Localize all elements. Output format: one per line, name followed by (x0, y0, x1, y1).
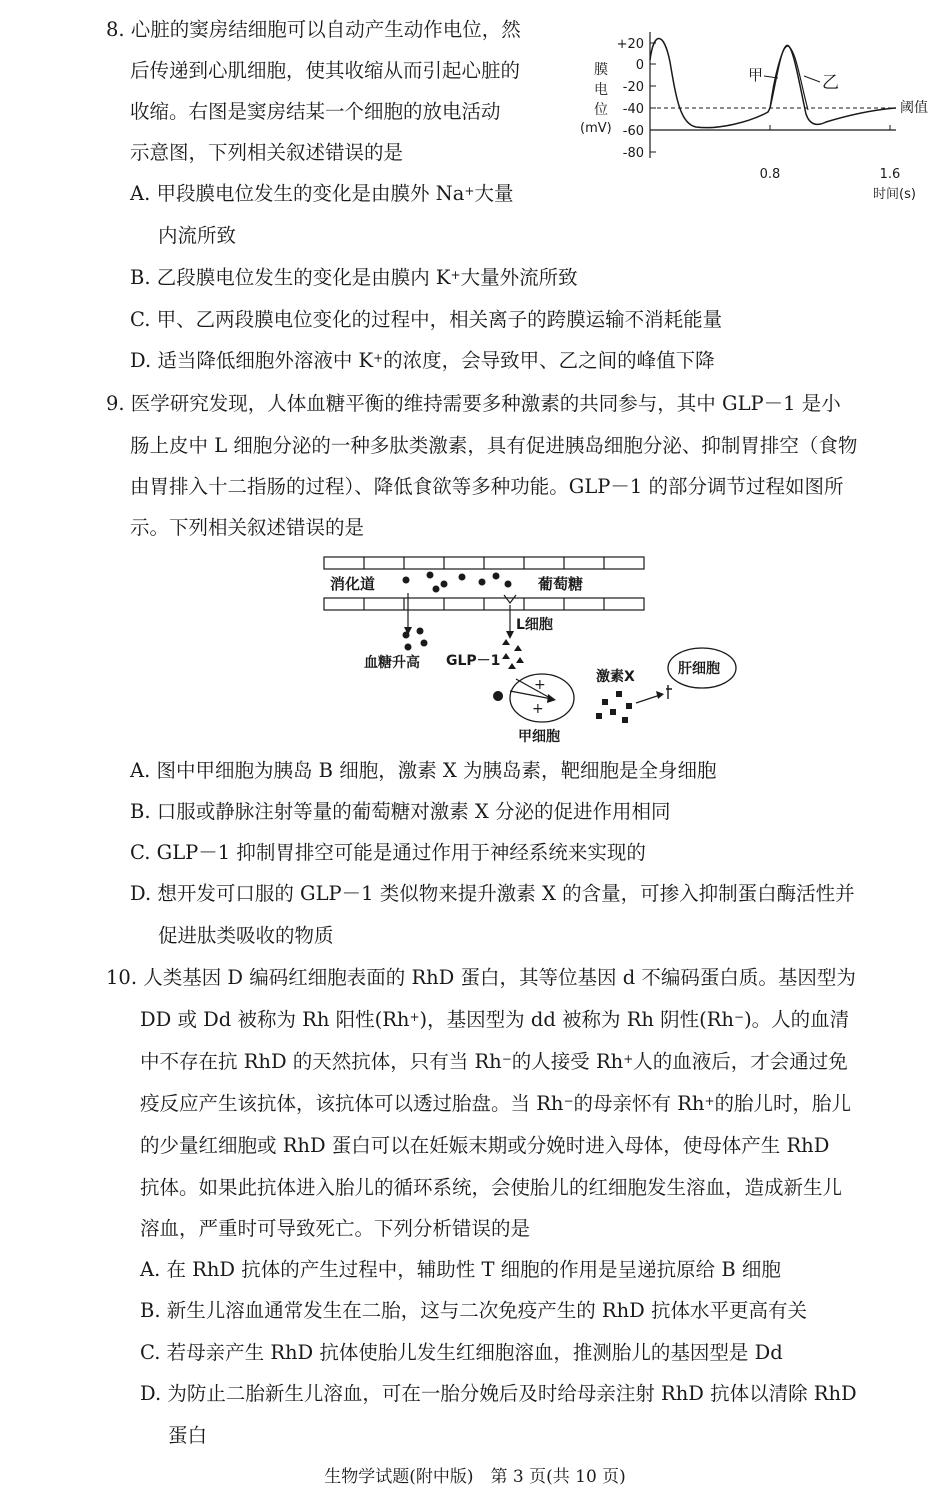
q10-option-a: A. 在 RhD 抗体的产生过程中，辅助性 T 细胞的作用是呈递抗原给 B 细胞 (140, 1258, 781, 1281)
graph-ylabel-char: 位 (594, 102, 608, 118)
arrowhead (547, 694, 556, 703)
q8-option-d-text: D. 适当降低细胞外溶液中 K (130, 349, 374, 372)
y-tick-label: -40 (622, 102, 644, 117)
q10-text: 的人接受 Rh (511, 1050, 624, 1073)
q9-option-b: B. 口服或静脉注射等量的葡萄糖对激素 X 分泌的促进作用相同 (130, 800, 671, 823)
q10-text: 的母亲怀有 Rh (573, 1092, 705, 1115)
q8-stem-line-3: 收缩。右图是窦房结某一个细胞的放电活动 (130, 100, 501, 123)
glp1-triangles (502, 639, 524, 669)
q9-option-a: A. 图中甲细胞为胰岛 B 细胞，激素 X 为胰岛素，靶细胞是全身细胞 (130, 759, 717, 782)
x-axis-label: 时间(s) (873, 187, 916, 202)
label-liver-cell: 肝细胞 (678, 661, 720, 677)
q10-stem-line-2 (140, 1007, 849, 1033)
q8-option-b-text: B. 乙段膜电位发生的变化是由膜内 K (130, 266, 451, 289)
y-tick-label: +20 (616, 37, 644, 52)
q10-text: )。人的血清 (744, 1008, 850, 1031)
label-glucose: 葡萄糖 (538, 575, 584, 593)
q9-stem-line-4: 示。下列相关叙述错误的是 (130, 516, 365, 539)
q8-option-a-text: A. 甲段膜电位发生的变化是由膜外 Na (130, 182, 465, 205)
q10-text: 的胎儿时，胎儿 (714, 1092, 852, 1115)
label-yi: 乙 (822, 73, 839, 93)
q8-option-c: C. 甲、乙两段膜电位变化的过程中，相关离子的跨膜运输不消耗能量 (130, 308, 723, 331)
x-tick-label: 1.6 (879, 167, 901, 182)
label-jia: 甲 (748, 66, 764, 84)
liver-receptor (666, 685, 672, 699)
receptor-left (493, 691, 503, 701)
q8-stem-line-1: 8. 心脏的窦房结细胞可以自动产生动作电位，然 (106, 18, 521, 41)
page-footer: 生物学试题(附中版) 第 3 页(共 10 页) (324, 1467, 626, 1487)
q10-stem-line-5: 的少量红细胞或 RhD 蛋白可以在妊娠末期或分娩时进入母体，使母体产生 RhD (140, 1134, 830, 1157)
q10-option-d: D. 为防止二胎新生儿溶血，可在一胎分娩后及时给母亲注射 RhD 抗体以清除 RhD (140, 1382, 857, 1405)
plus-sign: + (532, 701, 544, 717)
membrane-potential-graph (578, 22, 940, 207)
arrowhead (506, 631, 514, 639)
q9-option-d-continued: 促进肽类吸收的物质 (158, 924, 334, 947)
label-yi-pointer (804, 76, 820, 82)
label-threshold: 阈值 (900, 100, 928, 116)
q9-stem-line-1: 9. 医学研究发现，人体血糖平衡的维持需要多种激素的共同参与，其中 GLP－1 是小 (106, 392, 841, 415)
graph-ylabel-unit: (mV) (580, 121, 612, 136)
q8-option-a-tail: 大量 (474, 182, 514, 205)
q9-stem-line-2: 肠上皮中 L 细胞分泌的一种多肽类激素，具有促进胰岛细胞分泌、抑制胃排空（食物 (130, 434, 858, 457)
glp1-regulation-diagram (320, 553, 740, 748)
label-digestive-tract: 消化道 (330, 575, 376, 593)
superscript: + (373, 351, 384, 365)
q8-option-b-tail: 大量外流所致 (460, 266, 578, 289)
q10-stem-line-6: 抗体。如果此抗体进入胎儿的循环系统，会使胎儿的红细胞发生溶血，造成新生儿 (140, 1176, 843, 1199)
q10-option-d-continued: 蛋白 (168, 1424, 208, 1447)
q10-option-b: B. 新生儿溶血通常发生在二胎，这与二次免疫产生的 RhD 抗体水平更高有关 (140, 1299, 807, 1322)
q10-text: 人的血液后，才会通过免 (633, 1050, 848, 1073)
q10-stem-line-7: 溶血，严重时可导致死亡。下列分析错误的是 (140, 1217, 531, 1240)
q10-stem-line-4 (140, 1091, 851, 1117)
arrowhead (656, 691, 664, 699)
arrow-to-liver (636, 695, 660, 703)
q10-text: 疫反应产生该抗体，该抗体可以透过胎盘。当 Rh (140, 1092, 564, 1115)
y-tick-label: 0 (635, 58, 644, 73)
q10-text: DD 或 Dd 被称为 Rh 阳性(Rh (140, 1008, 410, 1031)
q10-stem-line-3 (140, 1049, 848, 1075)
y-tick-label: -80 (622, 146, 644, 161)
label-blood-sugar-rise: 血糖升高 (364, 655, 420, 671)
graph-ylabel-char: 电 (594, 82, 608, 98)
superscript: + (704, 1094, 715, 1108)
q8-option-b (130, 265, 578, 291)
glucose-molecules (403, 572, 512, 593)
q10-text: )，基因型为 dd 被称为 Rh 阴性(Rh (419, 1008, 734, 1031)
superscript: − (734, 1010, 745, 1024)
y-tick-label: -20 (622, 80, 644, 95)
superscript: + (464, 184, 475, 198)
q9-option-c: C. GLP－1 抑制胃排空可能是通过作用于神经系统来实现的 (130, 841, 646, 864)
q10-option-c: C. 若母亲产生 RhD 抗体使胎儿发生红细胞溶血，推测胎儿的基因型是 Dd (140, 1341, 783, 1364)
q8-option-a (130, 181, 513, 207)
q10-text: 中不存在抗 RhD 的天然抗体，只有当 Rh (140, 1050, 502, 1073)
superscript: + (623, 1052, 634, 1066)
superscript: − (563, 1094, 574, 1108)
x-tick-label: 0.8 (759, 167, 781, 182)
q8-option-d-tail: 的浓度，会导致甲、乙之间的峰值下降 (383, 349, 715, 372)
q8-option-d (130, 348, 715, 374)
q9-option-d: D. 想开发可口服的 GLP－1 类似物来提升激素 X 的含量，可掺入抑制蛋白酶活性并 (130, 882, 855, 905)
label-hormone-x: 激素X (596, 669, 635, 685)
q8-stem-line-2: 后传递到心肌细胞，使其收缩从而引起心脏的 (130, 59, 521, 82)
potential-curve (650, 38, 896, 127)
q10-stem-line-1: 10. 人类基因 D 编码红细胞表面的 RhD 蛋白，其等位基因 d 不编码蛋白质。基因型为 (106, 966, 856, 989)
label-cell-jia: 甲细胞 (518, 729, 560, 745)
q8-stem-line-4: 示意图，下列相关叙述错误的是 (130, 141, 404, 164)
label-l-cell: L细胞 (516, 617, 553, 633)
superscript: + (450, 268, 461, 282)
superscript: − (501, 1052, 512, 1066)
y-tick-label: -60 (622, 124, 644, 139)
q9-stem-line-3: 由胃排入十二指肠的过程）、降低食欲等多种功能。GLP－1 的部分调节过程如图所 (130, 475, 844, 498)
glucose-receptor (504, 595, 516, 603)
label-glp1: GLP－1 (446, 653, 501, 669)
graph-ylabel-char: 膜 (594, 62, 608, 78)
superscript: + (409, 1010, 420, 1024)
q8-option-a-continued: 内流所致 (158, 224, 237, 247)
plus-sign: + (534, 677, 546, 693)
hormone-x-squares (596, 691, 632, 723)
